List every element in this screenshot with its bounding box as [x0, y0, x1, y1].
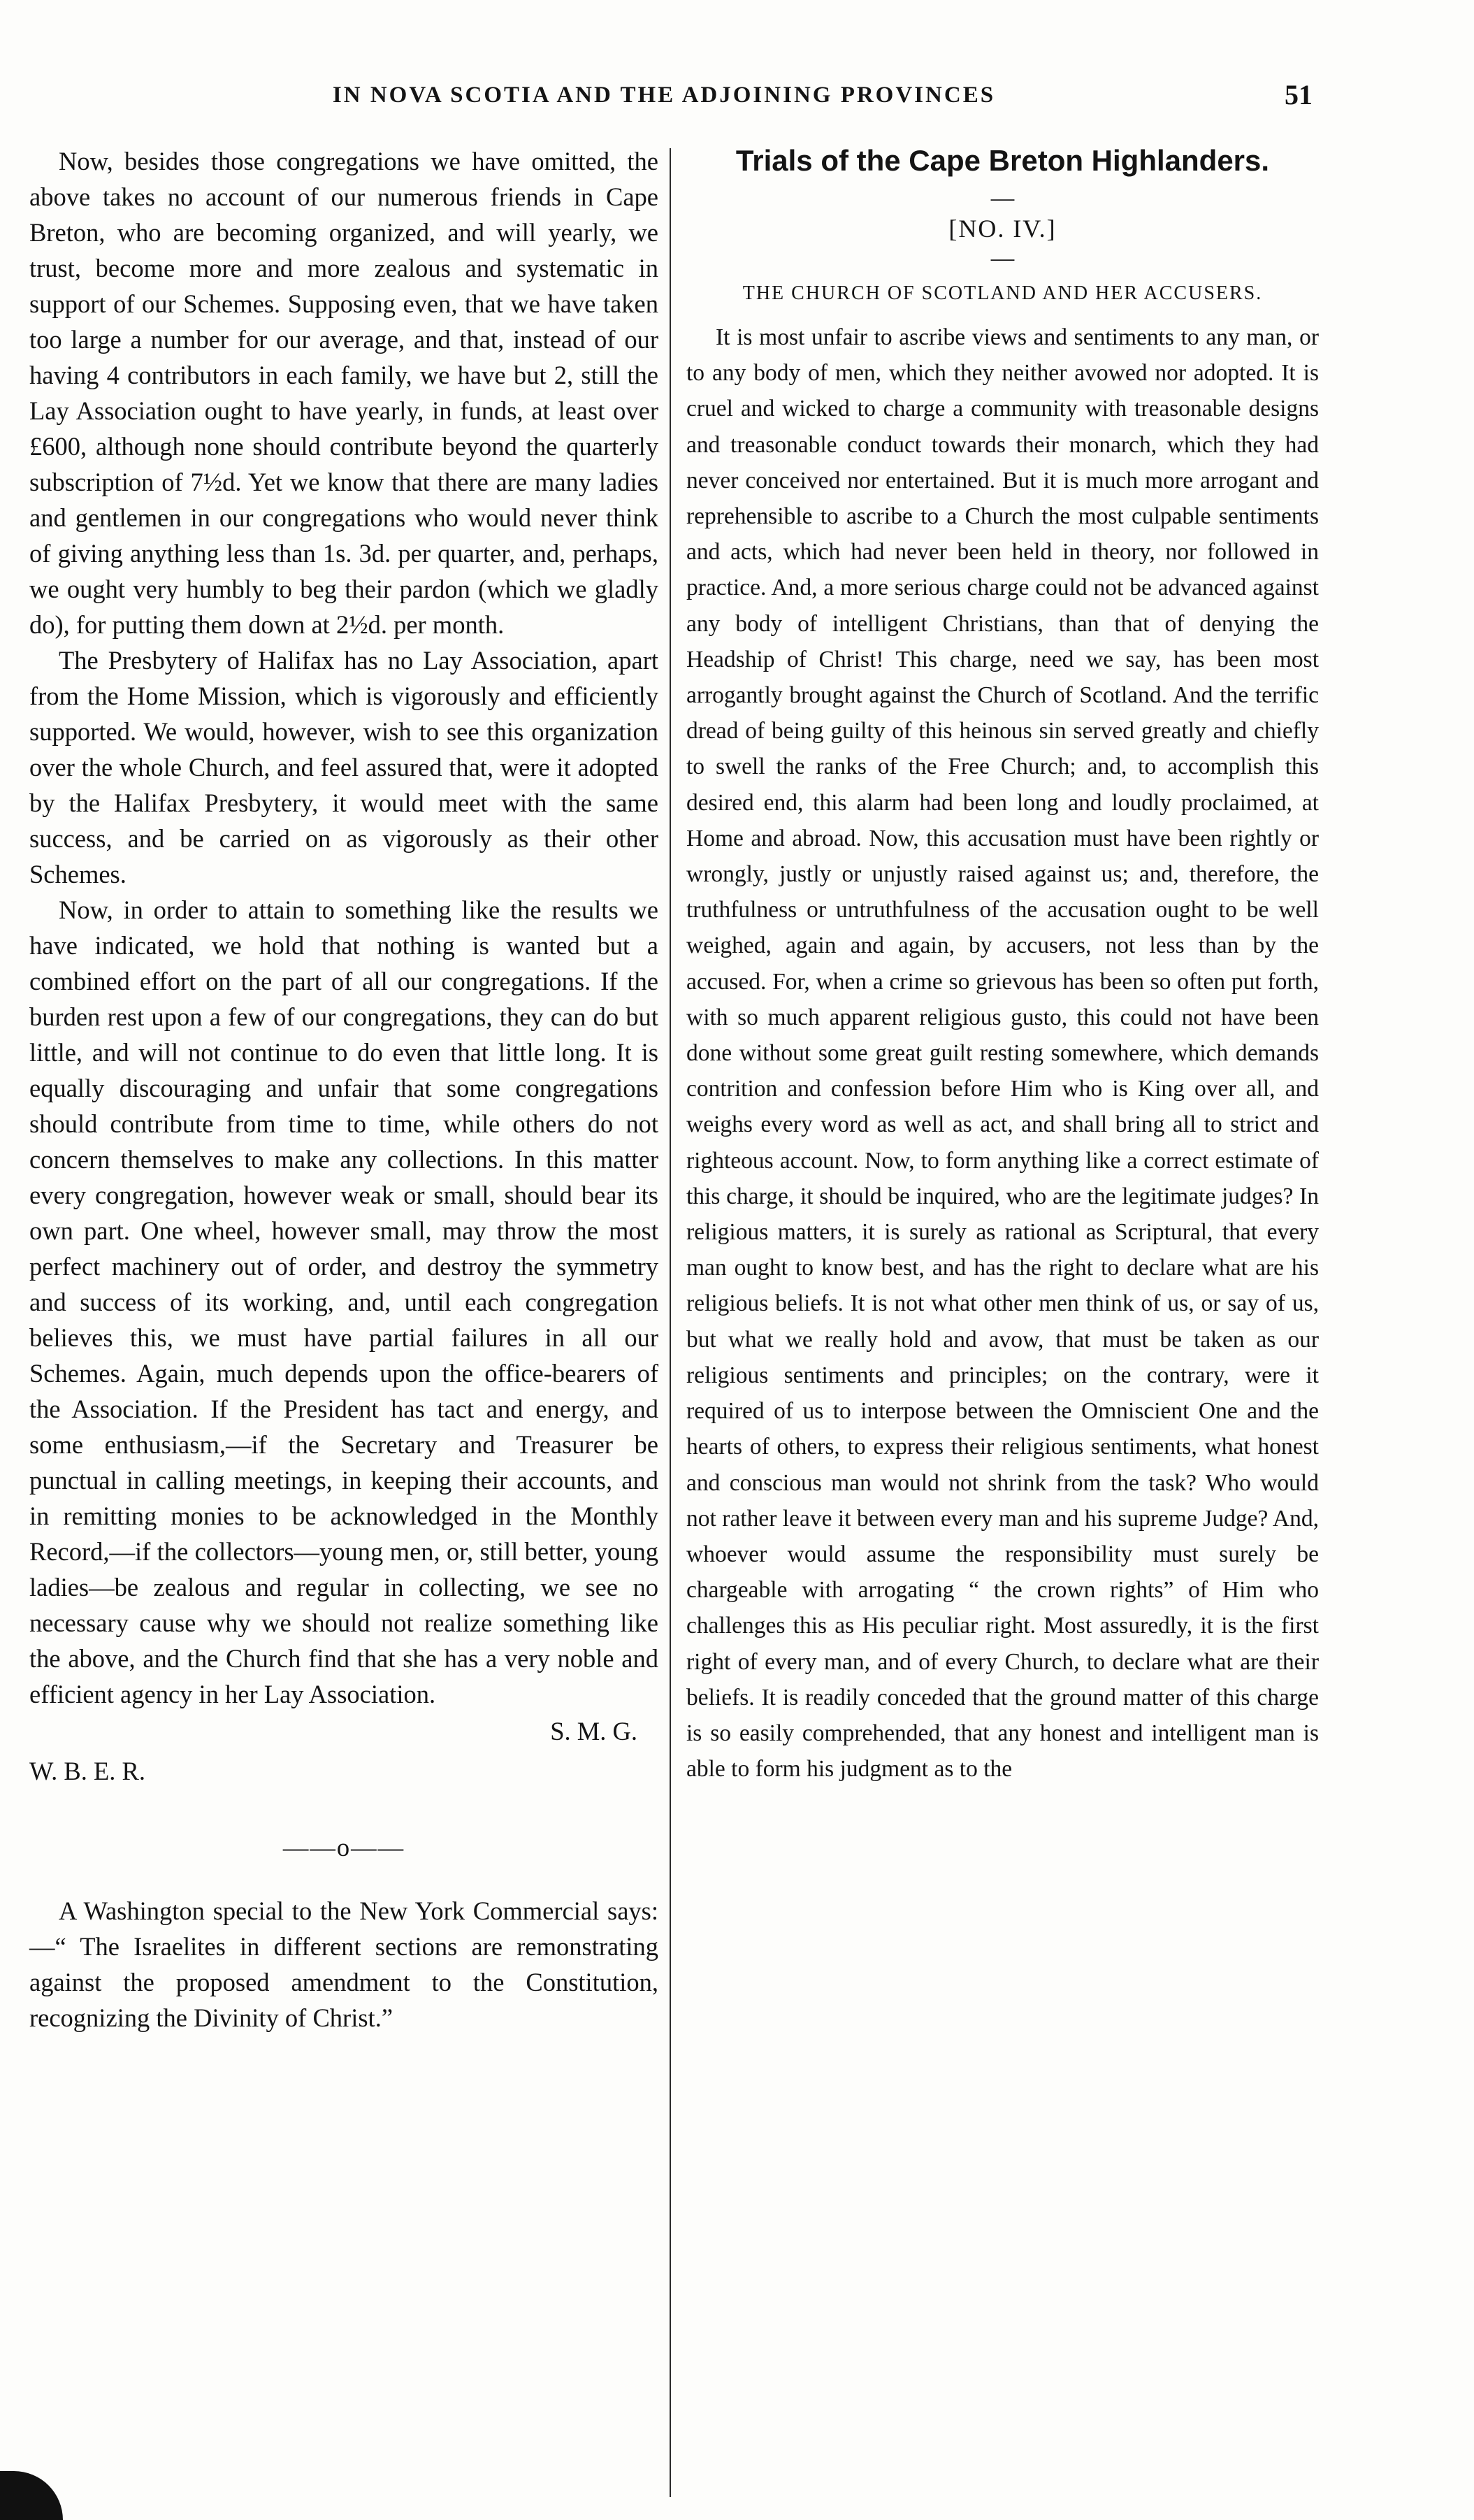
number-dash: — — [990, 245, 1015, 271]
signature-initials: S. M. G. — [550, 1717, 637, 1745]
title-dash: — — [990, 185, 1015, 211]
section-separator: ——o—— — [282, 1833, 405, 1862]
paragraph-presbytery-halifax: The Presbytery of Halifax has no Lay Association, apart from the Home Mission, which is vigorously and efficiently supported. We would, however, wish to see this organization over the whole Church, and feel assured that, were it adopted by the Halifax Presbytery, it would meet with the same success, and be carried on as vigorously as their other Schemes. — [29, 646, 658, 888]
article-subheading: THE CHURCH OF SCOTLAND AND HER ACCUSERS. — [742, 282, 1263, 304]
paragraph-lay-association-funds: Now, besides those congregations we have omitted, the above takes no account of our numerous friends in Cape Breton, who are becoming organized, and will yearly, we trust, become more and more zealous and systematic in support of our Schemes. Supposing even, that we have taken too large a number for our average, and that, instead of our having 4 contributors in each family, we have but 2, still the Lay Association ought to have yearly, in funds, at least over £600, although none should contribute beyond the quarterly subscription of 7½d. Yet we know that there are many ladies and gentlemen in our congregations who would never think of giving anything less than 1s. 3d. per quarter, and, perhaps, we ought very humbly to beg their pardon (which we gladly do), for putting them down at 2½d. per month. — [29, 147, 658, 639]
series-number: [NO. IV.] — [948, 215, 1057, 243]
paragraph-combined-effort: Now, in order to attain to something like the results we have indicated, we hold that nothing is wanted but a combined effort on the part of all our congregations. If the burden rest upon a few of our congregations, they can do but little, and will not continue to do even that little long. It is equally discouraging and unfair that some congregations should contribute from time to time, while others do not concern themselves to make any collections. In this matter every congregation, however weak or small, should bear its own part. One wheel, however small, may throw the most perfect machinery out of order, and destroy the symmetry and success of its working, and, until each congregation believes this, we must have partial failures in all our Schemes. Again, much depends upon the office-bearers of the Association. If the President has tact and energy, and some enthusiasm,—if the Secretary and Treasurer be punctual in calling meetings, in keeping their accounts, and in remitting monies to be acknowledged in the Monthly Record,—if the collectors—young men, or, still better, young ladies—be zealous and regular in collecting, we see no necessary cause why we should not realize something like the above, and the Church find that she has a very noble and efficient agency in her Lay Association. — [29, 895, 658, 1708]
article-body: It is most unfair to ascribe views and sentiments to any man, or to any body of men, which they neither avowed nor adopted. It is cruel and wicked to charge a community with treasonable designs and treasonable conduct towards their monarch, which they had never conceived nor entertained. But it is much more arrogant and reprehensible to ascribe to a Church the most culpable sentiments and acts, which had never been held in theory, nor followed in practice. And, a more serious charge could not be advanced against any body of intelligent Christians, than that of denying the Headship of Christ! This charge, need we say, has been most arrogantly brought against the Church of Scotland. And the terrific dread of being guilty of this heinous sin served greatly and chiefly to swell the ranks of the Free Church; and, to accomplish this desired end, this alarm had been long and loudly proclaimed, at Home and abroad. Now, this accusation must have been rightly or wrongly, justly or unjustly raised against us; and, therefore, the truthfulness or untruthfulness of the accusation ought to be well weighed, again and again, by accusers, not less than by the accused. For, when a crime so grievous has been so often put forth, with so much apparent religious gusto, this could not have been done without some great guilt resting somewhere, which demands contrition and confession before Him who is King over all, and weighs every word as well as act, and shall bring all to strict and righteous account. Now, to form anything like a correct estimate of this charge, it should be inquired, who are the legitimate judges? In religious matters, it is surely as rational as Scriptural, that every man ought to know best, and has the right to declare what are his religious beliefs. It is not what other men think of us, or say of us, but what we really hold and avow, that must be taken as our religious sentiments and principles; on the contrary, were it required of us to interpose between the Omniscient One and the hearts of others, to express their religious sentiments, what honest and conscious man would not shrink from the task? Who would not rather leave it between every man and his supreme Judge? And, whoever would assume the responsibility must surely be chargeable with arrogating “ the crown rights” of Him who challenges this as His peculiar right. Most assuredly, it is the first right of every man, and of every Church, to declare what are their beliefs. It is readily conceded that the ground matter of this charge is so easily comprehended, that any honest and intelligent man is able to form his judgment as to the — [686, 324, 1319, 1783]
column-divider — [670, 148, 671, 2497]
page-number: 51 — [1285, 79, 1313, 110]
news-item-washington: A Washington special to the New York Commercial says:—“ The Israelites in different sections are remonstrating against the proposed amendment to the Constitution, recognizing the Divinity of Christ.” — [29, 1896, 658, 2032]
left-column — [29, 143, 658, 2036]
signature-initials-secondary: W. B. E. R. — [29, 1757, 145, 1785]
article-title: Trials of the Cape Breton Highlanders. — [735, 144, 1270, 177]
right-column — [686, 143, 1319, 1787]
running-title: IN NOVA SCOTIA AND THE ADJOINING PROVINCES — [332, 82, 996, 108]
scan-edge-shadow — [0, 2471, 63, 2520]
